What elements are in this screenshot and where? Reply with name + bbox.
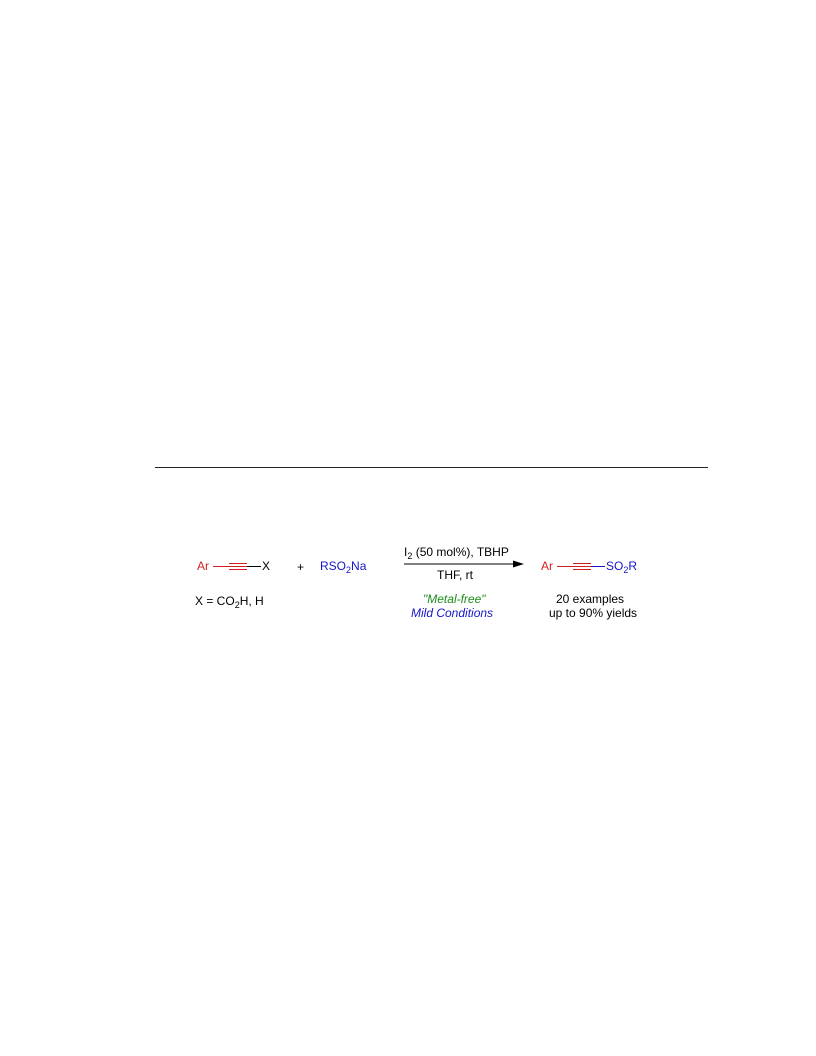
yields-note: up to 90% yields <box>549 606 638 620</box>
reactant1-x-label: X <box>262 559 271 573</box>
product-sulfonyl-group <box>606 559 637 573</box>
product-triple-bond-top <box>573 563 591 564</box>
metal-free-note: "Metal-free" <box>423 592 486 606</box>
product-ar-label: Ar <box>541 559 553 573</box>
product-group-subscript: 2 <box>623 565 629 575</box>
product-group-prefix: SO <box>606 559 624 573</box>
product-group-suffix: R <box>628 559 638 573</box>
reactant2-subscript: 2 <box>346 565 352 575</box>
product-triple-bond-bottom <box>573 569 591 570</box>
reactant1-note-subscript: 2 <box>234 600 240 610</box>
plus-sign: + <box>297 560 305 574</box>
product-single-bond-right <box>591 566 605 567</box>
reactant2-suffix: Na <box>351 559 367 573</box>
mild-conditions-note: Mild Conditions <box>411 606 494 620</box>
reactant1-note-prefix: X = CO <box>195 594 235 608</box>
conditions-iodine: I <box>404 545 408 559</box>
reactant1-ar-label: Ar <box>197 559 209 573</box>
reactant1-note-suffix: H, H <box>239 594 264 608</box>
conditions-below: THF, rt <box>437 568 473 582</box>
examples-count: 20 examples <box>556 592 625 606</box>
product-single-bond-left <box>557 566 573 567</box>
product-triple-bond-mid <box>573 566 591 567</box>
conditions-above-rest: (50 mol%), TBHP <box>412 545 509 559</box>
conditions-iodine-subscript: 2 <box>407 551 413 561</box>
reactant2-prefix: RSO <box>320 559 347 573</box>
